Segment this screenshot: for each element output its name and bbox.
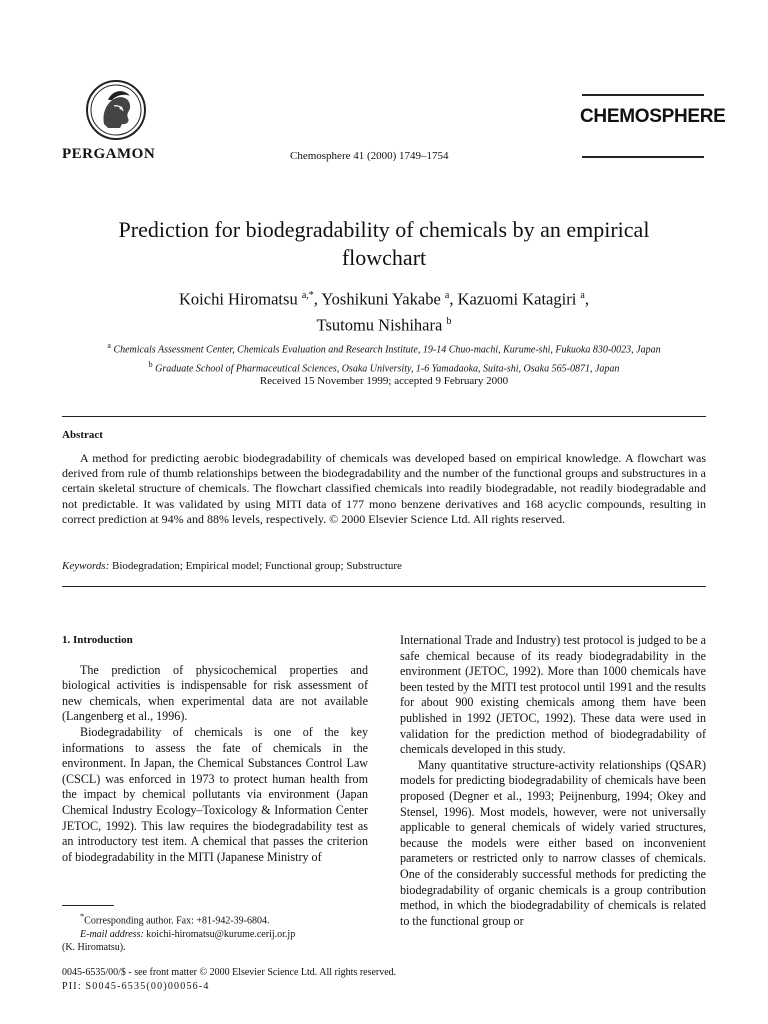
affiliation-a: $^a$ Chemicals Assessment Center, Chemicals Evaluation and Research Institute, 19-14 Chuo-machi, Kurume-shi, Fukuoka 830-0023, Japan	[107, 341, 661, 356]
author-name: Yoshikuni Yakabe	[321, 289, 441, 309]
received-dates: Received 15 November 1999; accepted 9 February 2000	[259, 375, 509, 387]
publisher-name: PERGAMON	[62, 146, 156, 162]
keywords	[62, 560, 402, 572]
journal-name: CHEMOSPHERE	[580, 106, 726, 127]
paragraph: Biodegradability of chemicals is one of the key informations to assess the fate of chemicals in the environment. In Japan, the Chemical Substances Control Law (CSCL) was enforced in 1973 to protect human health from the impact by chemical pollutants via environment (Japan Chemical Industry Ecology–Toxicology & Information Center JETOC, 1992). This law requires the biodegradability test as an introductory test item. A chemical that passes the criterion of biodegradability in the MITI (Japanese Ministry of	[62, 724, 368, 864]
paragraph: Many quantitative structure-activity relationships (QSAR) models for predicting biodegradability of chemicals have been proposed (Degner et al., 1993; Peijnenburg, 1994; Okey and Stensel, 1996). Most models, however, were not universally applicable to general chemicals of widely varied structures, because the models were either based on inconvenient parameters or restricted only to narrow classes of chemicals. One of the considerably successful methods for predicting the biodegradability of organic chemicals is a group contribution method, in which the biodegradability of chemicals is related to the functional group or	[400, 757, 706, 928]
pii: PII: S0045-6535(00)00056-4	[62, 981, 210, 992]
journal-rule-bottom	[582, 156, 704, 158]
abstract-bottom-rule	[62, 586, 706, 587]
title-line-1: Prediction for biodegradability of chemicals by an empirical	[118, 217, 650, 242]
abstract-heading: Abstract	[62, 429, 103, 441]
section-heading: 1. Introduction	[62, 634, 133, 646]
bottom-info	[62, 966, 396, 994]
footnote	[62, 910, 368, 955]
corresponding-author: Corresponding author. Fax: +81-942-39-6804.	[84, 915, 270, 927]
author-affiliation-mark: b	[446, 315, 452, 327]
footnote-rule	[62, 905, 114, 906]
author-name: Tsutomu Nishihara	[316, 315, 443, 334]
footnote-marker: *	[80, 912, 85, 921]
left-column	[62, 633, 368, 865]
athena-head-logo-icon	[84, 78, 148, 142]
paragraph: The prediction of physicochemical properties and biological activities is indispensable for risk assessment of new chemicals, when experimental data are not available (Langenberg et al., 1996).	[62, 662, 368, 724]
affiliation-b: $^b$ Graduate School of Pharmaceutical Sciences, Osaka University, 1-6 Yamadaoka, Suita-shi, Osaka 565-0871, Japan	[148, 360, 620, 375]
journal-rule-top	[582, 94, 704, 96]
title-line-2: flowchart	[341, 245, 427, 270]
author-affiliation-mark: a,*	[301, 290, 314, 301]
keywords-label: Keywords:	[62, 560, 110, 572]
author-name: Koichi Hiromatsu	[179, 289, 298, 309]
article-title	[40, 216, 728, 272]
keywords-list: Biodegradation; Empirical model; Functional group; Substructure	[112, 560, 402, 572]
right-column	[400, 633, 706, 929]
paragraph: International Trade and Industry) test protocol is judged to be a safe chemical because of its ready biodegradability in the environment (JETOC, 1992). More than 1000 chemicals have been tested by the MITI test protocol until 1991 and the results for about 900 existing chemicals among them have been published in 1992 (JETOC, 1992). These data were used in validation for the prediction method of biodegradability of chemicals developed in this study.	[400, 633, 706, 757]
email-label: E-mail address:	[80, 928, 144, 940]
email-owner: (K. Hiromatsu).	[62, 942, 126, 954]
author-affiliation-mark: a	[444, 290, 450, 301]
email-address[interactable]: koichi-hiromatsu@kurume.cerij.or.jp	[146, 928, 296, 940]
abstract-text: A method for predicting aerobic biodegradability of chemicals was developed based on empirical knowledge. A flowchart was derived from rule of thumb relationships between the biodegradability and the number of the functional groups and substructures in a certain skeletal structure of chemicals. The flowchart classified chemicals into readily biodegradable, not readily biodegradable and not predictable. It was validated by using MITI data of 177 mono benzene derivatives and 168 acyclic compounds, resulting in correct prediction at 94% and 88% levels, respectively. © 2000 Elsevier Science Ltd. All rights reserved.	[62, 451, 706, 526]
author-name: Kazuomi Katagiri	[457, 289, 577, 309]
author-list: Koichi Hiromatsu $^{a,*}$, Yoshikuni Yakabe $^a$, Kazuomi Katagiri $^a$, Tsutomu Nishihara $^b$	[179, 289, 589, 334]
author-affiliation-mark: a	[580, 290, 585, 301]
abstract-top-rule	[62, 416, 706, 417]
front-matter: 0045-6535/00/$ - see front matter © 2000 Elsevier Science Ltd. All rights reserved.	[62, 967, 397, 978]
journal-citation: Chemosphere 41 (2000) 1749–1754	[290, 150, 449, 162]
affiliations	[40, 338, 728, 377]
